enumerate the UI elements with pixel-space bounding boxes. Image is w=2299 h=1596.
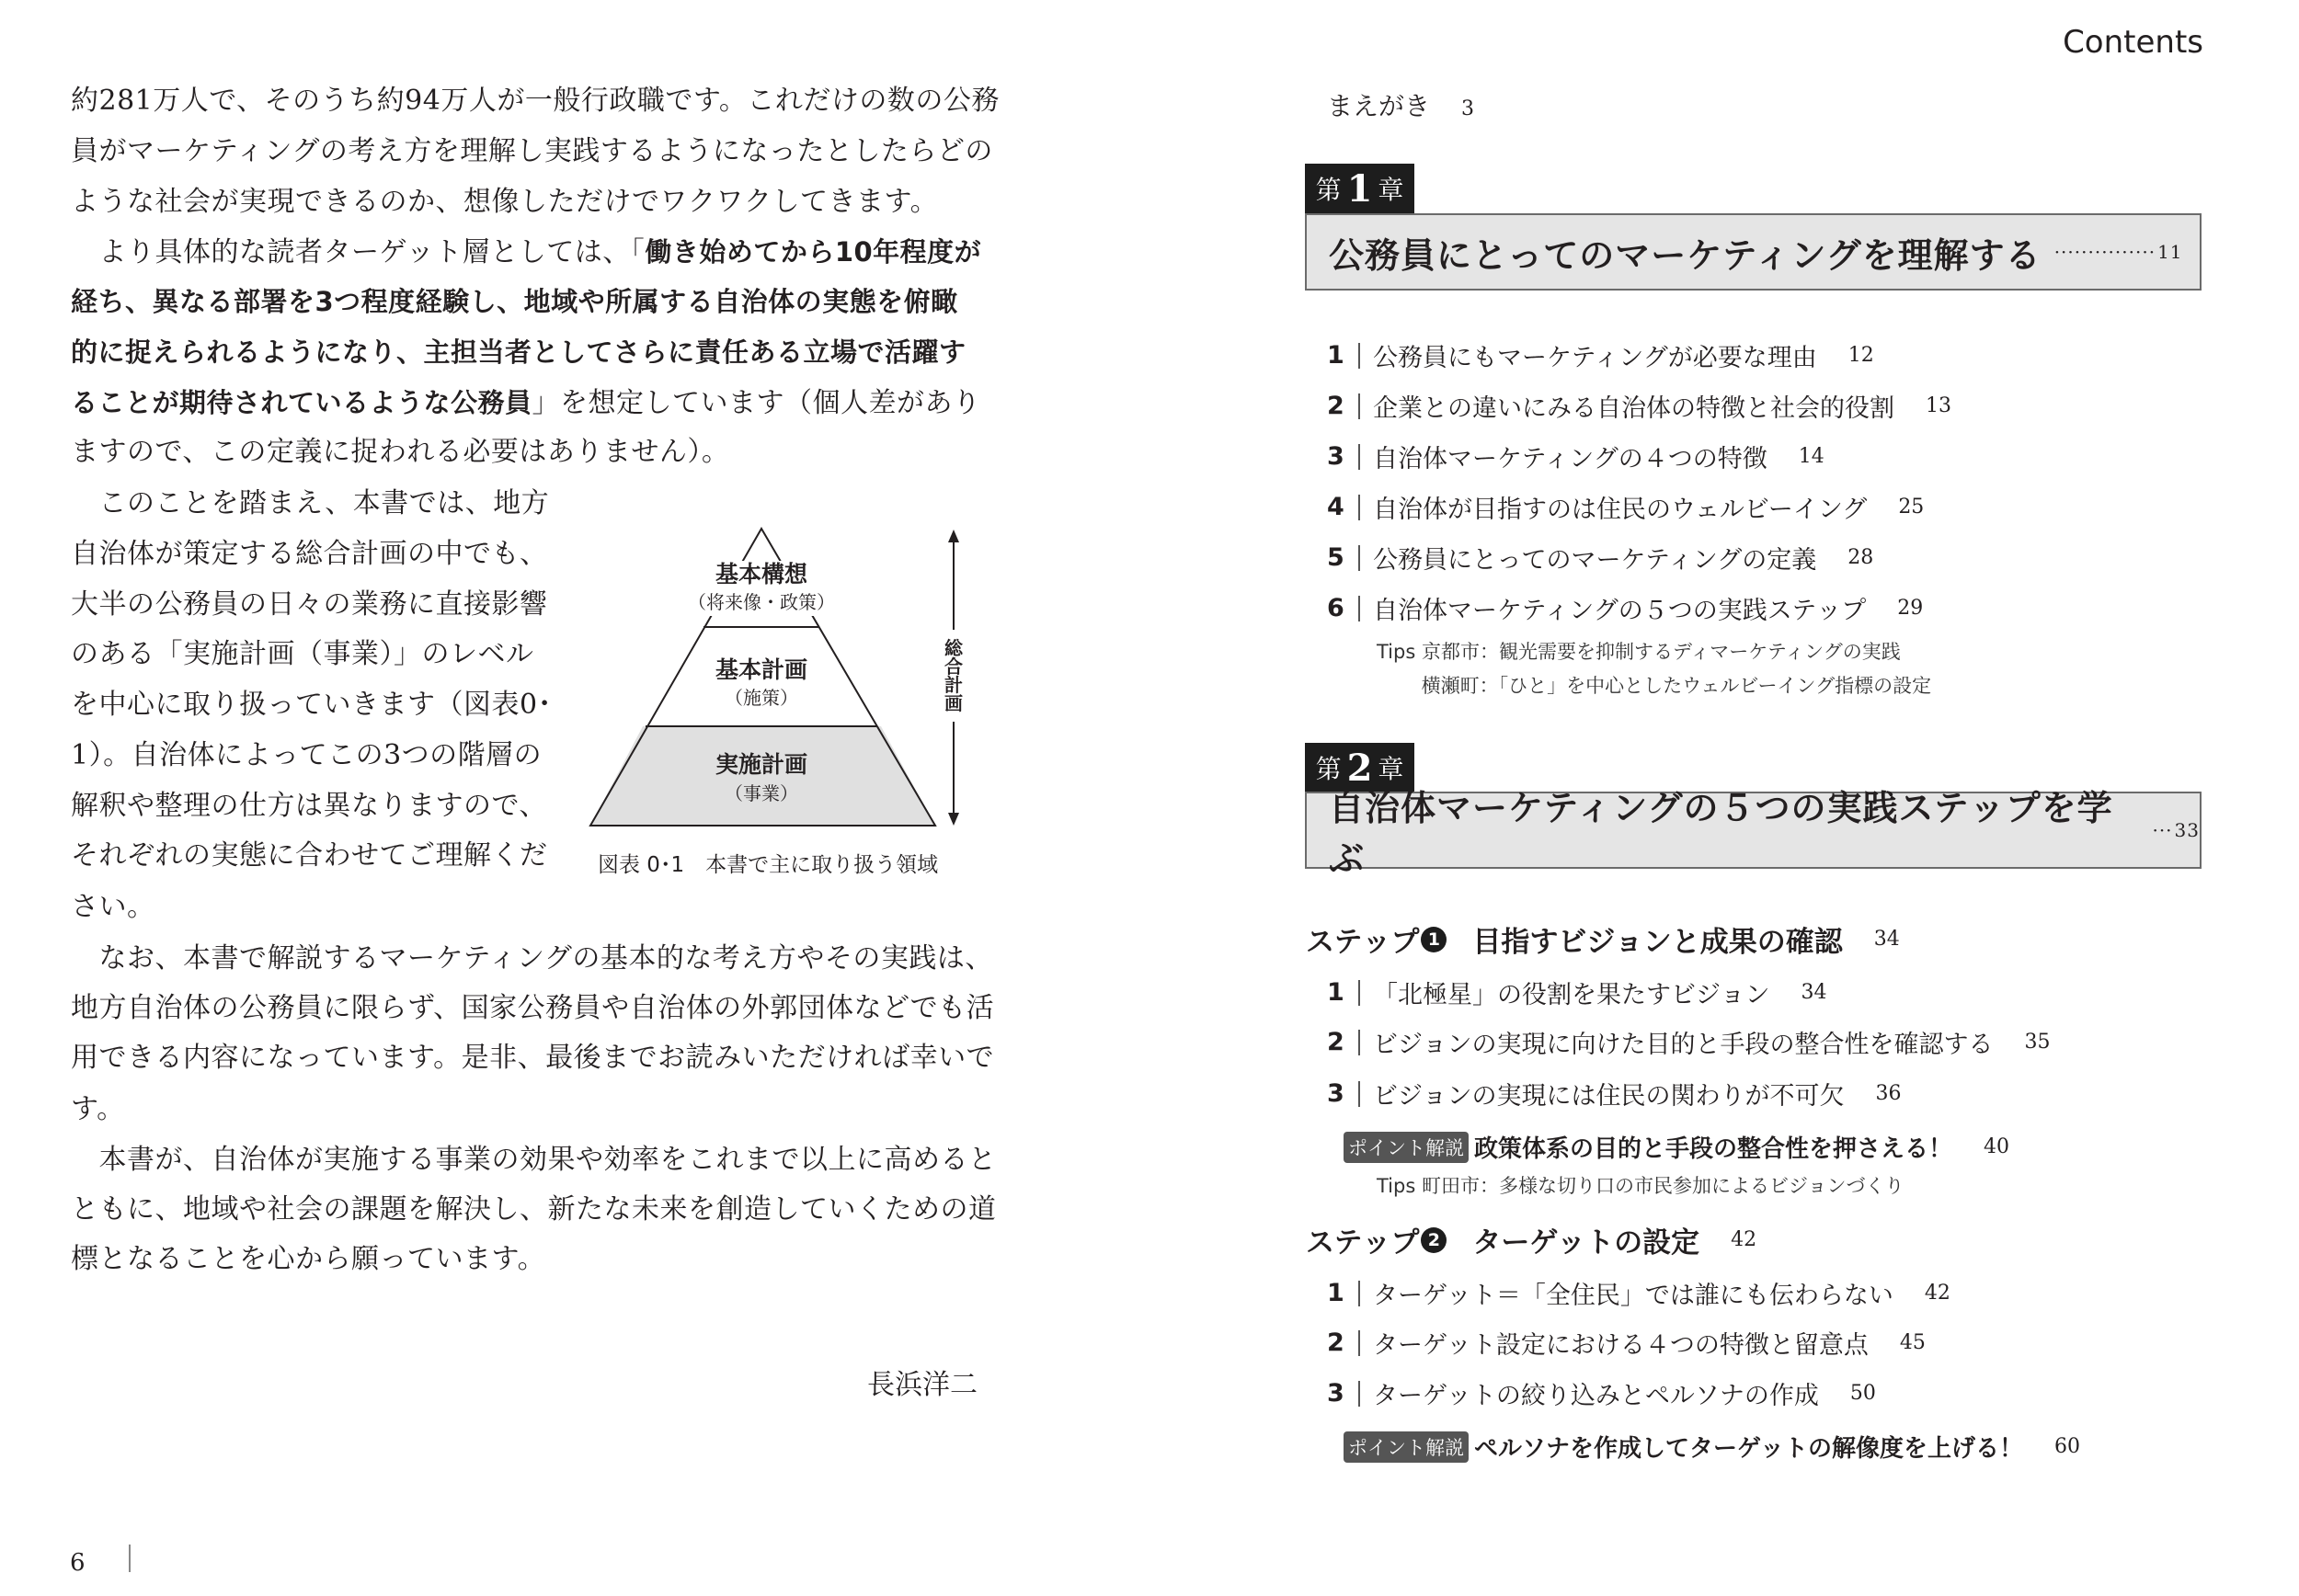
body-text-line [71,536,548,573]
chapter-prefix: 第 [1315,754,1342,784]
chapter-1-tab [1305,164,1414,213]
contents-header: Contents [2063,24,2203,61]
item-number: 6 [1327,594,1344,622]
page-number-divider [129,1545,131,1572]
side-label-char: 画 [944,692,963,714]
text: 約281万人で、そのうち約94万人が一般行政職です。これだけの数の公務 [71,85,1000,117]
body-text-line [71,636,534,673]
text: のある「実施計画（事業）」のレベル [71,638,534,670]
toc-item[interactable] [1327,975,1826,1010]
item-number: 3 [1327,1379,1344,1408]
body-text-line [71,788,547,825]
tips-kyoto[interactable]: Tips 京都市：観光需要を抑制するディマーケティングの実践 [1377,641,1901,663]
page-number: 6 [70,1549,86,1577]
step-title: ターゲットの設定 [1472,1226,1700,1260]
chapter-title: 公務員にとってのマーケティングを理解する [1329,234,2042,276]
chapter-2-title-box[interactable] [1305,788,2202,879]
tier-1-subtitle: （将来像・政策） [688,591,835,613]
figure-caption: 図表 0･1 本書で主に取り扱う領域 [598,853,939,877]
point-explanation-1[interactable] [1344,1130,2009,1164]
point-page: 60 [2053,1435,2080,1458]
body-text-line [71,1091,125,1128]
body-text-line [71,587,548,623]
text: さい。 [71,891,155,923]
text: 標となることを心から願っています。 [71,1243,546,1275]
item-number: 1 [1327,1279,1344,1307]
text: 本書が、自治体が実施する事業の効果や効率をこれまで以上に高めると [71,1144,997,1176]
point-page: 40 [1984,1135,2010,1158]
leader-dots: ··············· [2053,241,2156,263]
body-text-line [71,384,981,421]
tier-3-subtitle: （事業） [725,782,798,804]
step-label: ステップ [1306,926,1420,959]
chapter-page: 33 [2174,819,2200,841]
item-page: 50 [1849,1382,1876,1405]
item-divider [1358,343,1360,369]
item-number: 4 [1327,493,1344,521]
emphasized-text: 働き始めてから10年程度が [645,236,982,268]
toc-item[interactable] [1327,590,1923,626]
item-divider [1358,1330,1360,1356]
item-page: 34 [1801,981,1827,1004]
toc-item[interactable] [1327,439,1824,474]
item-number: 1 [1327,978,1344,1007]
body-text-line [71,889,155,926]
step-label: ステップ [1306,1226,1420,1260]
item-label: ターゲットの絞り込みとペルソナの作成 [1373,1382,1819,1410]
item-number: 2 [1327,1028,1344,1056]
item-page: 29 [1897,597,1924,620]
item-label: 公務員にとってのマーケティングの定義 [1373,546,1817,575]
item-label: 企業との違いにみる自治体の特徴と社会的役割 [1373,394,1894,423]
chapter-suffix: 章 [1378,175,1404,205]
body-text-line [71,184,938,221]
text: 大半の公務員の日々の業務に直接影響 [71,588,548,621]
text: より具体的な読者ターゲット層としては、「 [71,236,646,268]
body-text-line [71,485,549,522]
toc-item[interactable] [1327,388,1951,424]
chapter-number: 2 [1346,746,1373,790]
text: このことを踏まえ、本書では、地方 [71,487,550,519]
step-number-circle-icon: 1 [1421,927,1447,952]
item-page: 25 [1898,496,1925,519]
body-text-line [71,434,729,471]
point-badge: ポイント解説 [1344,1431,1469,1463]
body-text-line [71,334,966,370]
item-page: 36 [1875,1082,1902,1105]
body-text-line [71,990,994,1027]
text: 1）。自治体によってこの3つの階層の [71,739,543,771]
item-page: 12 [1847,344,1874,367]
step-2-heading[interactable] [1306,1219,1756,1260]
tier-3-title: 実施計画 [715,751,808,778]
chapter-1-title-box[interactable] [1305,213,2202,291]
tier-2-subtitle: （施策） [725,687,798,709]
text: ともに、地域や社会の課題を解決し、新たな未来を創造していくための道 [71,1193,997,1226]
toc-item[interactable] [1327,337,1874,373]
body-text-line [71,234,981,270]
point-explanation-2[interactable] [1344,1430,2080,1464]
item-number: 3 [1327,442,1344,471]
step-title: 目指すビジョンと成果の確認 [1472,926,1843,959]
arrow-up-icon [948,530,959,542]
item-label: ターゲット＝「全住民」では誰にも伝わらない [1373,1282,1893,1310]
item-number: 2 [1327,392,1344,420]
item-divider [1358,980,1360,1006]
item-page: 45 [1899,1331,1926,1354]
emphasized-text: 的に捉えられるようになり、主担当者としてさらに責任ある立場で活躍す [71,336,966,368]
text: 地方自治体の公務員に限らず、国家公務員や自治体の外郭団体などでも活 [71,992,995,1024]
toc-item[interactable] [1327,1076,1901,1112]
emphasized-text: 経ち、異なる部署を3つ程度経験し、地域や所属する自治体の実態を俯瞰 [71,286,958,317]
body-text-line [71,1241,545,1278]
item-label: 自治体が目指すのは住民のウェルビーイング [1373,496,1868,524]
text: ような社会が実現できるのか、想像しただけでワクワクしてきます。 [71,186,939,218]
chapter-number: 1 [1346,166,1373,211]
body-text-line [71,687,552,724]
item-divider [1358,1281,1360,1306]
arrow-down-icon [948,813,959,826]
text: それぞれの実態に合わせてご理解くだ [71,839,548,872]
body-text-line [71,1142,997,1179]
preface-label: まえがき [1327,91,1431,121]
pyramid-figure [552,515,993,883]
item-divider [1358,393,1360,419]
item-label: 「北極星」の役割を果たすビジョン [1373,981,1770,1009]
item-divider [1358,495,1360,520]
chapter-suffix: 章 [1378,754,1404,784]
item-divider [1358,1030,1360,1055]
step-number-circle-icon: 2 [1421,1227,1447,1253]
body-text-line [71,940,993,977]
body-text-line [71,283,958,320]
item-divider [1358,596,1360,621]
item-page: 42 [1924,1282,1950,1305]
text: を中心に取り扱っていきます（図表0･ [71,689,553,721]
chapter-prefix: 第 [1315,175,1342,205]
emphasized-text: ることが期待されているような公務員 [71,387,532,418]
chapter-title: 自治体マーケティングの５つの実践ステップを学ぶ [1329,788,2113,879]
tier-1-title: 基本構想 [715,561,808,587]
item-number: 1 [1327,341,1344,370]
chapter-page: 11 [2157,241,2183,263]
text: す。 [71,1093,125,1125]
text: 員がマーケティングの考え方を理解し実践するようになったとしたらどの [71,135,993,167]
text: 」を想定しています（個人差があり [532,387,981,419]
item-divider [1358,545,1360,571]
toc-item[interactable] [1327,1375,1876,1411]
body-text-line [71,1040,994,1077]
toc-item[interactable] [1327,489,1924,525]
text: ますので、この定義に捉われる必要はありません）。 [71,436,730,468]
point-label: 政策体系の目的と手段の整合性を押さえる！ [1474,1135,1953,1163]
item-page: 35 [2024,1031,2051,1054]
item-label: 自治体マーケティングの４つの特徴 [1373,445,1767,473]
text: 用できる内容になっています。是非、最後までお読みいただければ幸いで [71,1042,995,1074]
author-signature: 長浜洋二 [867,1369,978,1401]
body-text-line [71,83,1000,120]
toc-preface[interactable] [1327,86,1474,123]
item-label: ビジョンの実現に向けた目的と手段の整合性を確認する [1373,1031,1994,1059]
item-label: ビジョンの実現には住民の関わりが不可欠 [1373,1082,1845,1111]
item-number: 3 [1327,1079,1344,1108]
side-label-char: 総 [944,637,963,659]
item-label: 公務員にもマーケティングが必要な理由 [1373,344,1817,372]
text: 自治体が策定する総合計画の中でも、 [71,538,548,570]
toc-item[interactable] [1327,1275,1950,1311]
tips-machida[interactable]: Tips 町田市：多様な切り口の市民参加によるビジョンづくり [1377,1175,1904,1197]
body-text-line [71,1191,997,1228]
item-page: 14 [1798,445,1824,468]
text: 解釈や整理の仕方は異なりますので、 [71,790,547,822]
preface-page: 3 [1461,97,1475,120]
step-page: 34 [1873,928,1900,951]
item-divider [1358,1081,1360,1107]
body-text-line [71,737,542,774]
step-1-heading[interactable] [1306,918,1900,960]
side-label-char: 合 [944,656,963,678]
item-number: 2 [1327,1328,1344,1357]
tier-2-title: 基本計画 [715,656,808,683]
side-label-char: 計 [944,674,963,696]
item-divider [1358,1381,1360,1407]
point-label: ペルソナを作成してターゲットの解像度を上げる！ [1474,1435,2023,1463]
toc-item[interactable] [1327,540,1873,576]
item-number: 5 [1327,543,1344,572]
toc-item[interactable] [1327,1024,2050,1060]
item-label: 自治体マーケティングの５つの実践ステップ [1373,597,1867,625]
body-text-line [71,133,993,170]
toc-item[interactable] [1327,1325,1926,1361]
item-label: ターゲット設定における４つの特徴と留意点 [1373,1331,1869,1360]
body-text-line [71,838,548,874]
tips-yokoze[interactable]: 横瀬町：「ひと」を中心としたウェルビーイング指標の設定 [1377,675,1932,697]
leader-dots: ··· [2152,819,2173,841]
item-divider [1358,444,1360,470]
item-page: 13 [1926,394,1951,417]
point-badge: ポイント解説 [1344,1132,1469,1163]
step-page: 42 [1731,1228,1757,1251]
item-page: 28 [1847,546,1874,569]
text: なお、本書で解説するマーケティングの基本的な考え方やその実践は、 [71,942,993,975]
